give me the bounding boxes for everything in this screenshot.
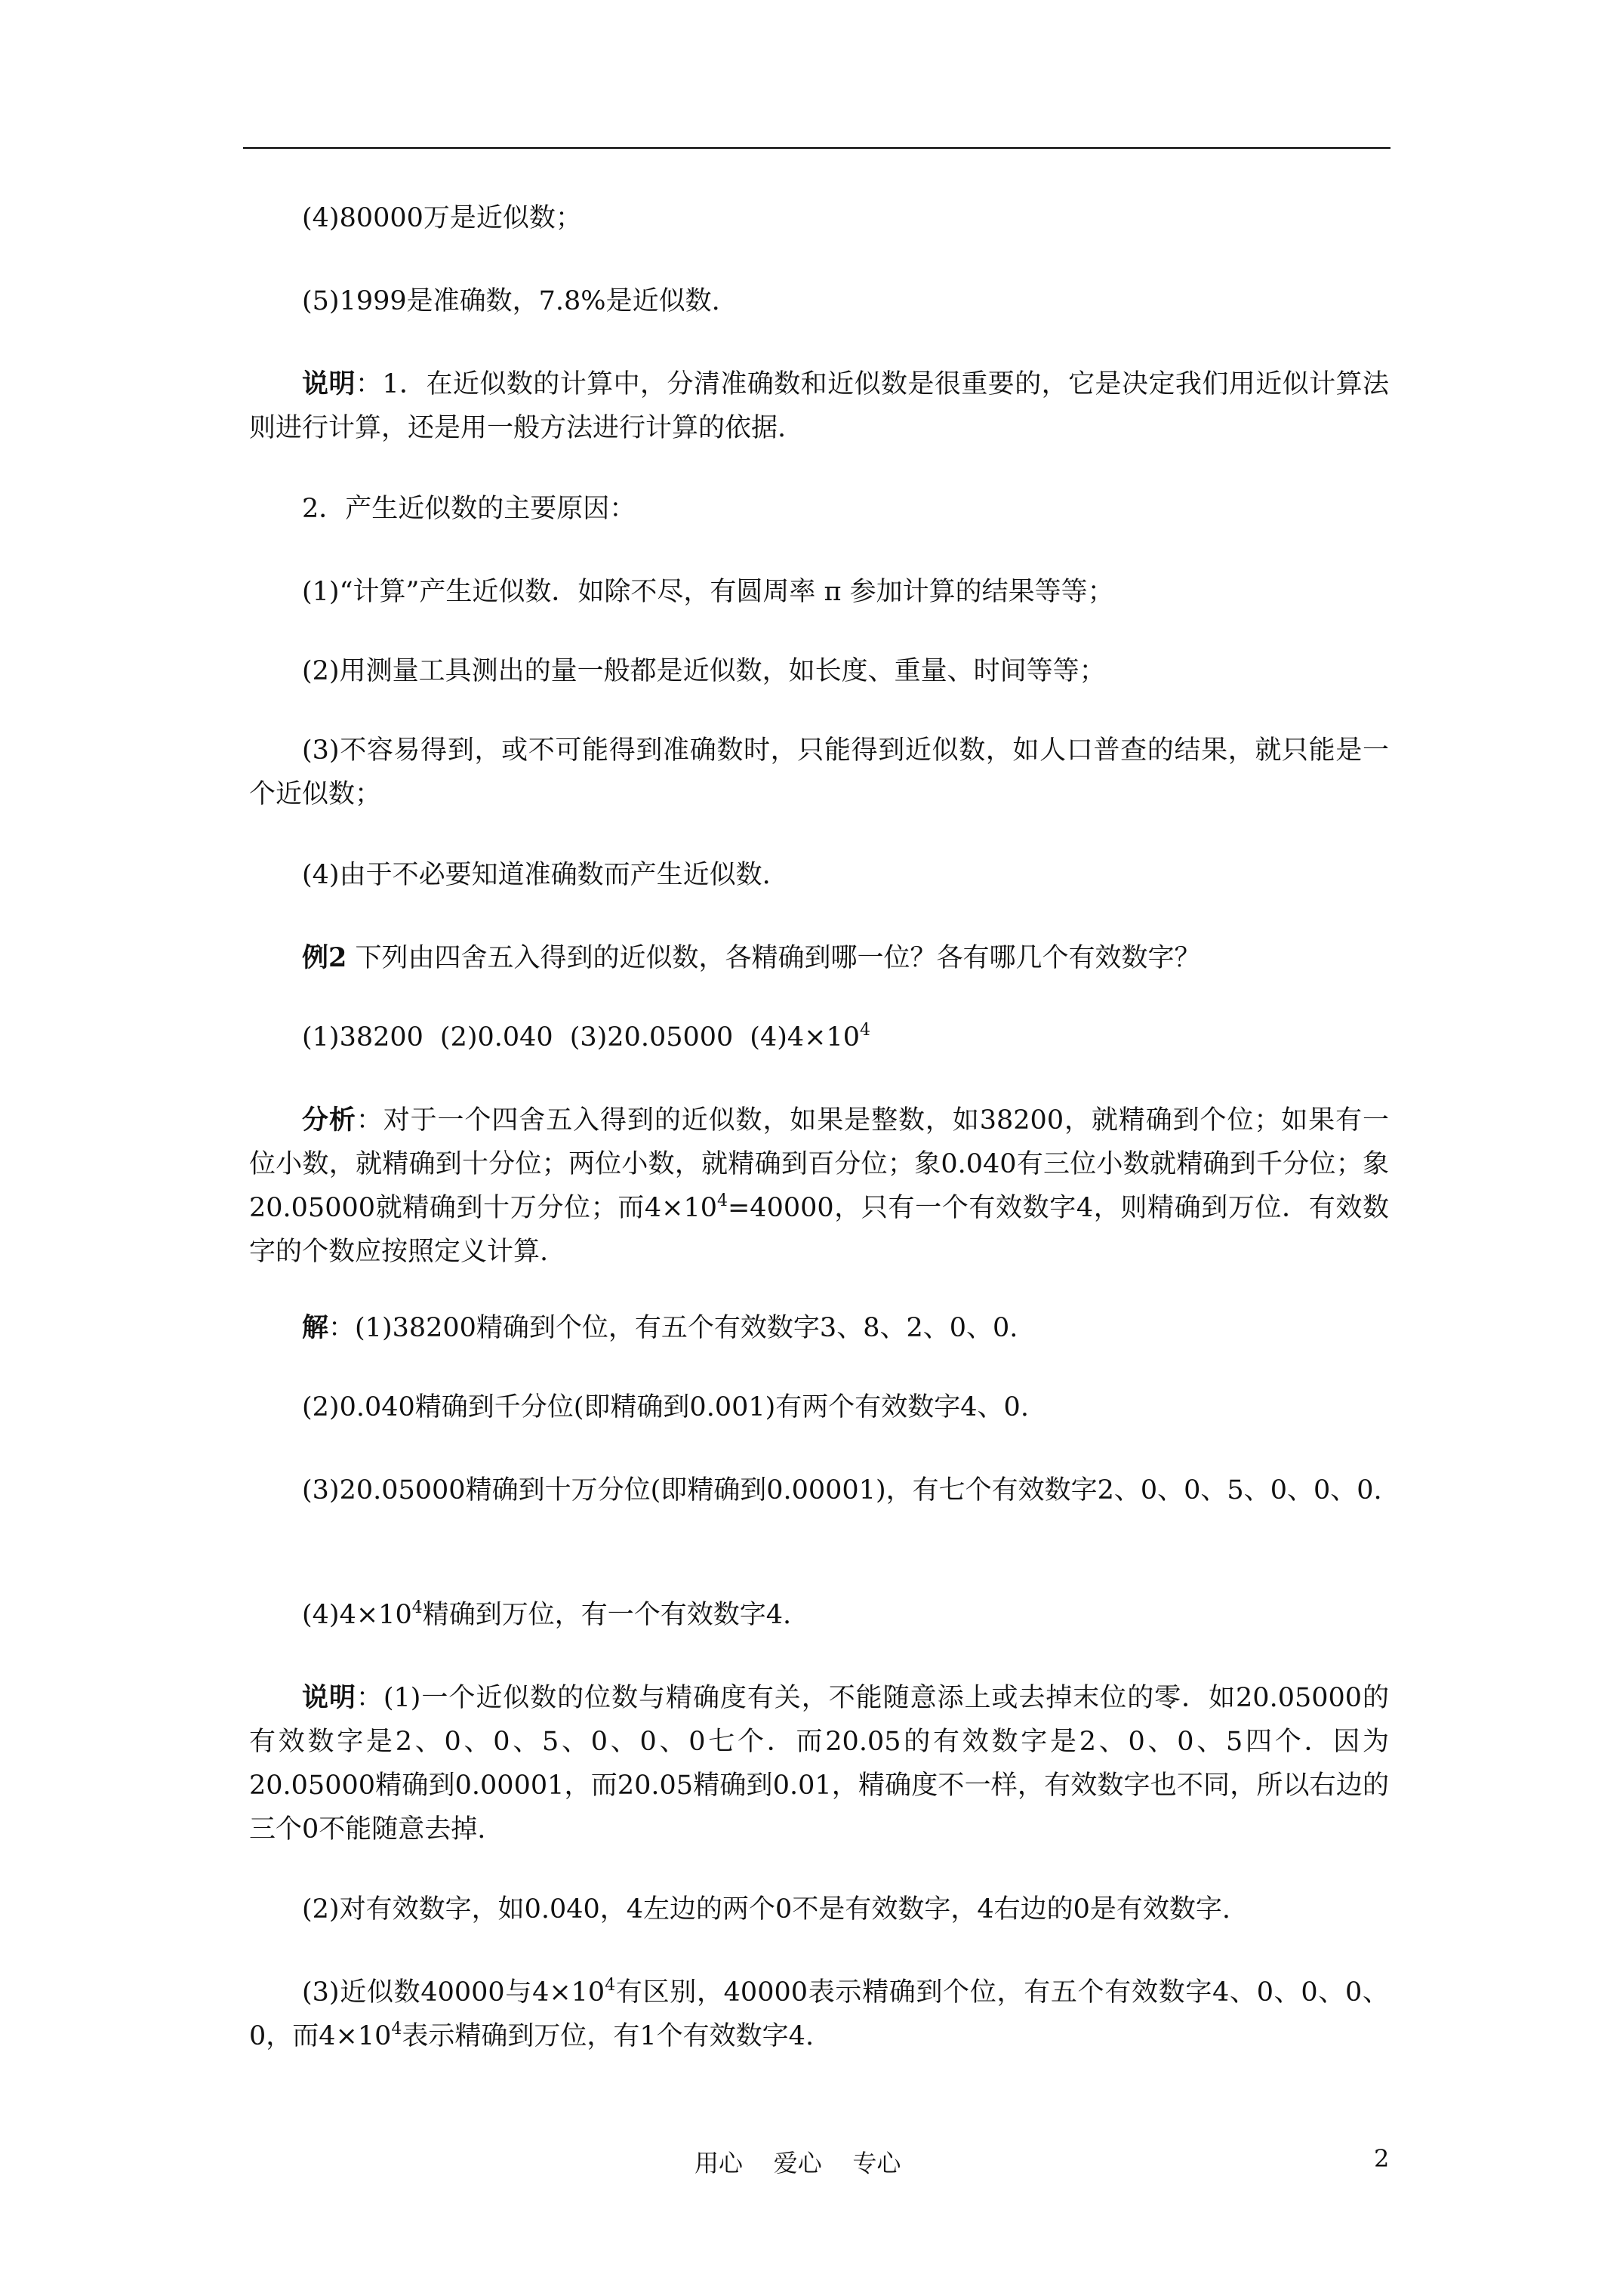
note-item-3-text-b: 有区别，40000表示精确到个位，有五个有效数字4、0、0、0、0，而4×10 bbox=[249, 1977, 1389, 2051]
paragraph-1 bbox=[249, 196, 1389, 240]
solution-paragraph-3 bbox=[249, 1469, 1389, 1512]
note-item-3-exponent-2: 4 bbox=[391, 2020, 402, 2039]
paragraph-1-text: (4)80000万是近似数； bbox=[302, 203, 582, 233]
note-paragraph-1 bbox=[249, 362, 1389, 450]
analysis-label: 分析 bbox=[302, 1105, 356, 1136]
footer-text: 用心 爱心 专心 bbox=[694, 2149, 901, 2177]
note-item-3-text-c: 表示精确到万位，有1个有效数字4. bbox=[402, 2021, 815, 2051]
solution-text-3: (3)20.05000精确到十万分位(即精确到0.00001)，有七个有效数字2、0、0、5、0、0、0. bbox=[302, 1475, 1382, 1505]
paragraph-5-text: (1)“计算”产生近似数．如除不尽，有圆周率 π 参加计算的结果等等； bbox=[302, 577, 1114, 607]
example-item-3: (3)20.05000 bbox=[569, 1022, 734, 1052]
paragraph-4 bbox=[249, 487, 1389, 531]
example-item-4 bbox=[750, 1022, 870, 1052]
paragraph-2-text: (5)1999是准确数，7.8%是近似数. bbox=[302, 286, 720, 316]
analysis-text-1: ：对于一个四舍五入得到的近似数，如果是整数，如38200，就精确到个位；如果有一位小数，就精确到十分位；两位小数，就精确到百分位；象0.040有三位小数就精确到千分位；象20.05000就精确到十万分位；而4×10 bbox=[249, 1105, 1389, 1223]
example-item-2: (2)0.040 bbox=[439, 1022, 553, 1052]
example-2-items bbox=[249, 1015, 1389, 1059]
solution-paragraph-4 bbox=[249, 1593, 1389, 1637]
note-item-3 bbox=[249, 1971, 1389, 2058]
solution-label: 解 bbox=[302, 1312, 329, 1343]
paragraph-8-text: (4)由于不必要知道准确数而产生近似数. bbox=[302, 860, 771, 890]
example-2-question bbox=[249, 936, 1389, 980]
paragraph-7-text: (3)不容易得到，或不可能得到准确数时，只能得到近似数，如人口普查的结果，就只能是一个近似数； bbox=[249, 735, 1389, 809]
header-rule bbox=[243, 147, 1390, 149]
note-item-3-exponent-1: 4 bbox=[605, 1976, 616, 1995]
note-item-2-text: (2)对有效数字，如0.040，4左边的两个0不是有效数字，4右边的0是有效数字. bbox=[302, 1894, 1230, 1925]
note-text: ：1．在近似数的计算中，分清准确数和近似数是很重要的，它是决定我们用近似计算法则进行计算，还是用一般方法进行计算的依据. bbox=[249, 369, 1389, 443]
solution-text-2: (2)0.040精确到千分位(即精确到0.001)有两个有效数字4、0. bbox=[302, 1392, 1029, 1422]
paragraph-6-text: (2)用测量工具测出的量一般都是近似数，如长度、重量、时间等等； bbox=[302, 656, 1106, 686]
page-number: 2 bbox=[1374, 2144, 1390, 2173]
solution-text-4b: 精确到万位，有一个有效数字4. bbox=[422, 1600, 792, 1630]
analysis-exponent: 4 bbox=[716, 1191, 728, 1210]
note-paragraph-2 bbox=[249, 1676, 1389, 1851]
solution-paragraph-1 bbox=[249, 1306, 1389, 1350]
solution-exponent: 4 bbox=[411, 1598, 423, 1617]
note-item-2 bbox=[249, 1888, 1389, 1931]
analysis-text-2: =40000，只有一个有效数字4，则精确到万位．有效数字的个数应按照定义计算. bbox=[249, 1193, 1389, 1267]
solution-text-4a: (4)4×10 bbox=[302, 1600, 412, 1630]
note-item-3-text-a: (3)近似数40000与4×10 bbox=[302, 1977, 605, 2008]
example-item-4-exponent: 4 bbox=[860, 1021, 871, 1040]
solution-paragraph-2 bbox=[249, 1385, 1389, 1429]
example-item-1: (1)38200 bbox=[302, 1022, 423, 1052]
paragraph-5 bbox=[249, 570, 1389, 614]
example-item-4-base: (4)4×10 bbox=[750, 1022, 861, 1052]
paragraph-6 bbox=[249, 649, 1389, 693]
paragraph-8 bbox=[249, 853, 1389, 897]
note-2-label: 说明 bbox=[302, 1682, 356, 1713]
solution-text-1: ：(1)38200精确到个位，有五个有效数字3、8、2、0、0. bbox=[328, 1313, 1018, 1343]
example-text: 下列由四舍五入得到的近似数，各精确到哪一位？各有哪几个有效数字？ bbox=[355, 943, 1201, 973]
note-2-text: ：(1)一个近似数的位数与精确度有关，不能随意添上或去掉末位的零．如20.05000的有效数字是2、0、0、5、0、0、0七个．而20.05的有效数字是2、0、0、5四个．因为20.05000精确到0.00001，而20.05精确到0.01，精确度不一样，有效数字也不同，所以右边的三个0不能随意去掉. bbox=[249, 1683, 1389, 1845]
paragraph-4-text: 2．产生近似数的主要原因： bbox=[302, 494, 636, 524]
paragraph-7 bbox=[249, 729, 1389, 816]
analysis-paragraph bbox=[249, 1099, 1389, 1274]
paragraph-2 bbox=[249, 279, 1389, 323]
note-label: 说明 bbox=[302, 368, 356, 399]
example-label: 例2 bbox=[302, 942, 347, 973]
